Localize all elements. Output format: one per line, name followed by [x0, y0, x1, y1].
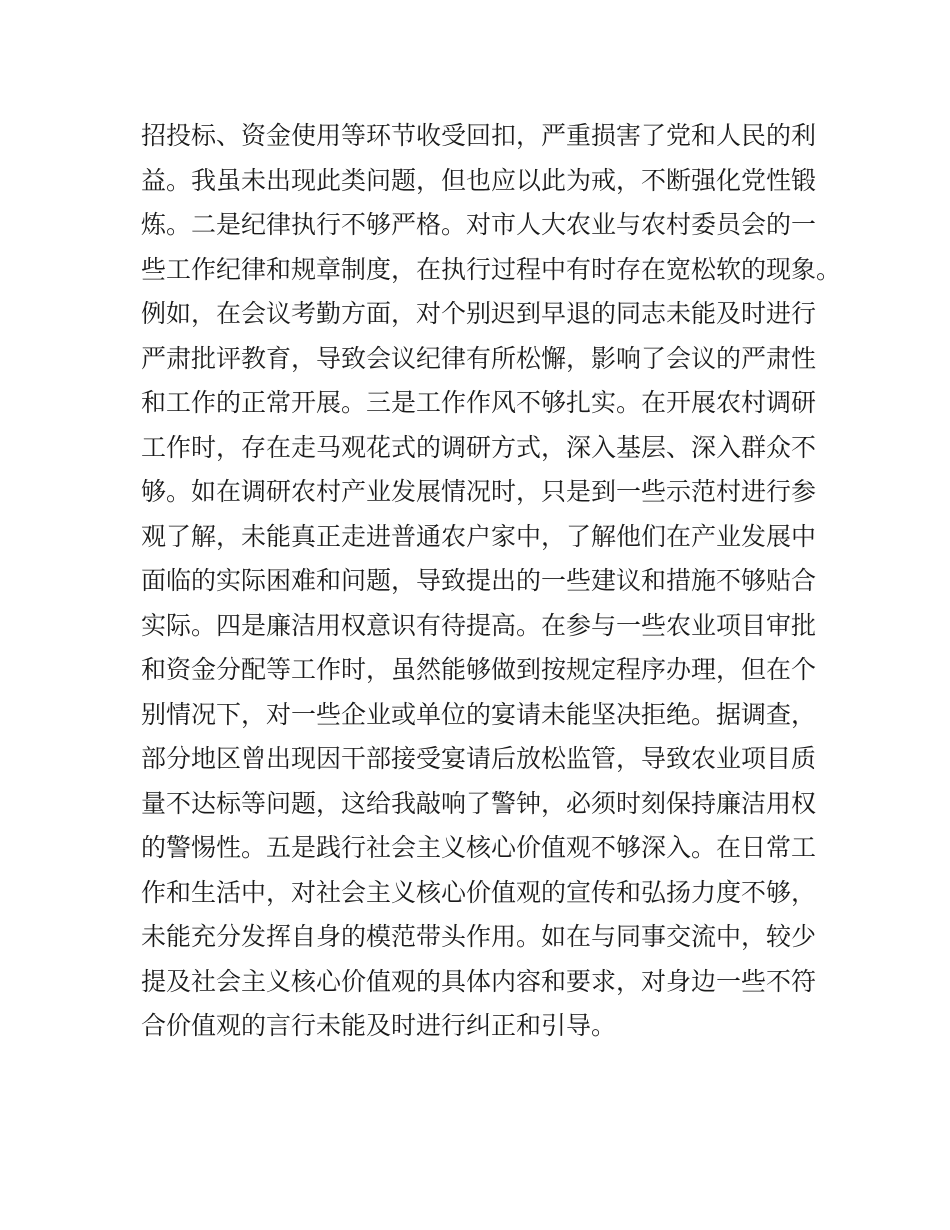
text-line: 够。如在调研农村产业发展情况时，只是到一些示范村进行参 [141, 479, 817, 506]
text-line: 例如，在会议考勤方面，对个别迟到早退的同志未能及时进行 [141, 301, 817, 328]
text-line: 未能充分发挥自身的模范带头作用。如在与同事交流中，较少 [141, 924, 817, 951]
text-line: 部分地区曾出现因干部接受宴请后放松监管，导致农业项目质 [141, 746, 817, 773]
text-line: 提及社会主义核心价值观的具体内容和要求，对身边一些不符 [141, 968, 817, 996]
text-line: 招投标、资金使用等环节收受回扣，严重损害了党和人民的利 [141, 123, 817, 150]
paragraph-text-block [141, 115, 842, 1050]
text-line: 别情况下，对一些企业或单位的宴请未能坚决拒绝。据调查， [141, 701, 817, 729]
text-line: 严肃批评教育，导致会议纪律有所松懈，影响了会议的严肃性 [141, 345, 817, 373]
text-line: 益。我虽未出现此类问题，但也应以此为戒，不断强化党性锻 [141, 167, 817, 195]
text-line: 合价值观的言行未能及时进行纠正和引导。 [141, 1013, 617, 1040]
text-line: 工作时，存在走马观花式的调研方式，深入基层、深入群众不 [141, 434, 817, 462]
text-line: 炼。二是纪律执行不够严格。对市人大农业与农村委员会的一 [141, 212, 817, 239]
text-line: 的警惕性。五是践行社会主义核心价值观不够深入。在日常工 [141, 835, 817, 862]
text-line: 作和生活中，对社会主义核心价值观的宣传和弘扬力度不够， [141, 879, 817, 907]
text-line: 和资金分配等工作时，虽然能够做到按规定程序办理，但在个 [141, 657, 817, 684]
text-line: 量不达标等问题，这给我敲响了警钟，必须时刻保持廉洁用权 [141, 790, 817, 818]
text-line: 面临的实际困难和问题，导致提出的一些建议和措施不够贴合 [141, 568, 817, 595]
text-line: 观了解，未能真正走进普通农户家中，了解他们在产业发展中 [141, 523, 817, 551]
text-line: 和工作的正常开展。三是工作作风不够扎实。在开展农村调研 [141, 390, 817, 417]
text-line: 实际。四是廉洁用权意识有待提高。在参与一些农业项目审批 [141, 612, 817, 640]
text-line: 些工作纪律和规章制度，在执行过程中有时存在宽松软的现象。 [141, 256, 842, 284]
